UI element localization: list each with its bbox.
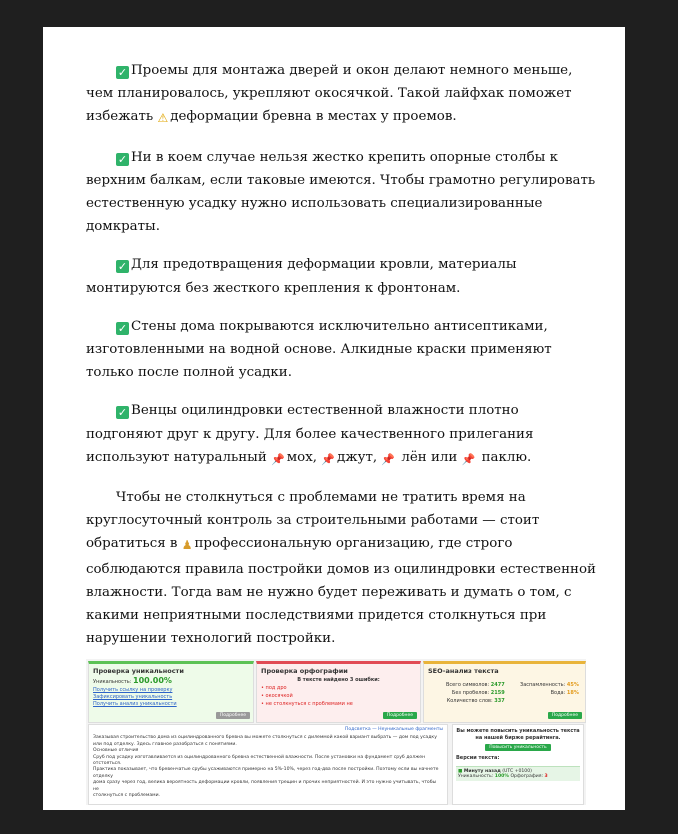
uniq-link-2[interactable]: Зафиксировать уникальность	[93, 694, 173, 700]
document-page	[43, 27, 625, 810]
paragraph-6: Чтобы не столкнуться с проблемами не тратить время на круглосуточный контроль за строительными работами — стоит обратиться в ♟ профессиональную организацию, где строго соблюдаются правила постройки домов из оцилиндровки естественной влажности. Тогда вам не нужно будет переживать и думать о том, с какими неприятными последствиями придется столкнуться при нарушении технологий постройки.	[86, 490, 596, 647]
check-icon: ✓	[117, 152, 128, 166]
side-panel: Вы можете повысить уникальность текста на нашей бирже рерайтинга. Повысить уникальность Версии текста: ■ Минуту назад (UTC +0100) Уникальность: 100% Орфография: 3	[452, 724, 584, 805]
pushpin-icon: 📌	[321, 452, 336, 466]
seo-title: SEO-анализ текста	[428, 667, 499, 675]
check-icon: ✓	[117, 260, 128, 274]
paragraph-2: ✓ Ни в коем случае нельзя жестко крепить опорные столбы к верхним балкам, если таковые имеются. Чтобы грамотно регулировать естественную усадку нужно использовать специализированные домкраты.	[86, 149, 596, 235]
person-icon: ♟	[181, 538, 193, 553]
warning-icon: ⚠	[157, 111, 169, 126]
check-icon: ✓	[117, 406, 128, 420]
uniq-link-3[interactable]: Получить анализ уникальности	[93, 701, 177, 707]
raise-uniqueness-button[interactable]: Повысить уникальность	[485, 744, 550, 751]
article-text	[86, 59, 596, 665]
text-check-screenshot	[86, 659, 586, 805]
uniq-details-button[interactable]: Подробнее	[216, 712, 250, 719]
pushpin-icon: 📌	[271, 452, 285, 466]
uniqueness-title: Проверка уникальности	[93, 667, 184, 675]
uniq-link-1[interactable]: Получить ссылку на проверку	[93, 687, 173, 693]
spell-details-button[interactable]: Подробнее	[383, 712, 417, 719]
check-icon: ✓	[117, 321, 128, 335]
pushpin-icon: 📌	[461, 452, 476, 466]
check-icon: ✓	[117, 66, 128, 79]
uniqueness-card: Проверка уникальности Уникальность: 100.00% Получить ссылку на проверку Зафиксировать уникальность Получить анализ уникальности Подробнее	[88, 661, 254, 723]
paragraph-5: ✓ Венцы оцилиндровки естественной влажности плотно подгоняют друг к другу. Для более качественного прилегания используют натуральный 📌 мох, 📌 джут, 📌 лён или 📌 паклю.	[86, 399, 596, 471]
spelling-card: Проверка орфографии В тексте найдено 3 ошибки: • под дро • окосячкой • не столкнуться с проблемами не Подробнее	[256, 661, 421, 723]
paragraph-4: ✓ Стены дома покрываются исключительно антисептиками, изготовленными на водной основе. Алкидные краски применяют только после полной усадки.	[86, 318, 552, 381]
paragraph-1: ✓ Проемы для монтажа дверей и окон делают немного меньше, чем планировалось, укрепляют окосячкой. Такой лайфхак поможет избежать ⚠ деформации бревна в местах у проемов.	[86, 59, 596, 131]
paragraph-3: ✓ Для предотвращения деформации кровли, материалы монтируются без жесткого крепления к фронтонам.	[86, 257, 517, 296]
highlight-tabs[interactable]: Подсветка — Неуникальные фрагменты	[344, 727, 443, 732]
seo-details-button[interactable]: Подробнее	[548, 712, 582, 719]
pushpin-icon: 📌	[381, 452, 396, 466]
spelling-title: Проверка орфографии	[261, 667, 348, 675]
seo-card: SEO-анализ текста Всего символов: 2477 Без пробелов: 2159 Количество слов: 337 Заспамленность: 45% Вода: 18% Подробнее	[423, 661, 586, 723]
checked-text-panel: Подсветка — Неуникальные фрагменты Заказывая строительство дома из оцилиндрованного бревна вы можете столкнуться с дилеммой какой вариант выбрать — дом под усадку или под отделку. Здесь главное разобраться с понятиями. Основные отличия Сруб под усадку изготавливается из оцилиндрованного бревна естественной влажности. После установки на фундамент сруб должен отстояться. Практика показывает, что бревенчатые срубы усаживаются примерно на 5%-10%, через год-два после постройки. Поэтому если вы начнете отделку дома сразу через год, велика вероятность деформации кровли, появления трещин и прочих неприятностей. И это нужно учитывать, чтобы не столкнуться с проблемами.	[88, 724, 448, 805]
uniqueness-value: 100.00%	[133, 676, 172, 685]
version-item[interactable]: ■ Минуту назад (UTC +0100) Уникальность: 100% Орфография: 3	[456, 766, 580, 781]
